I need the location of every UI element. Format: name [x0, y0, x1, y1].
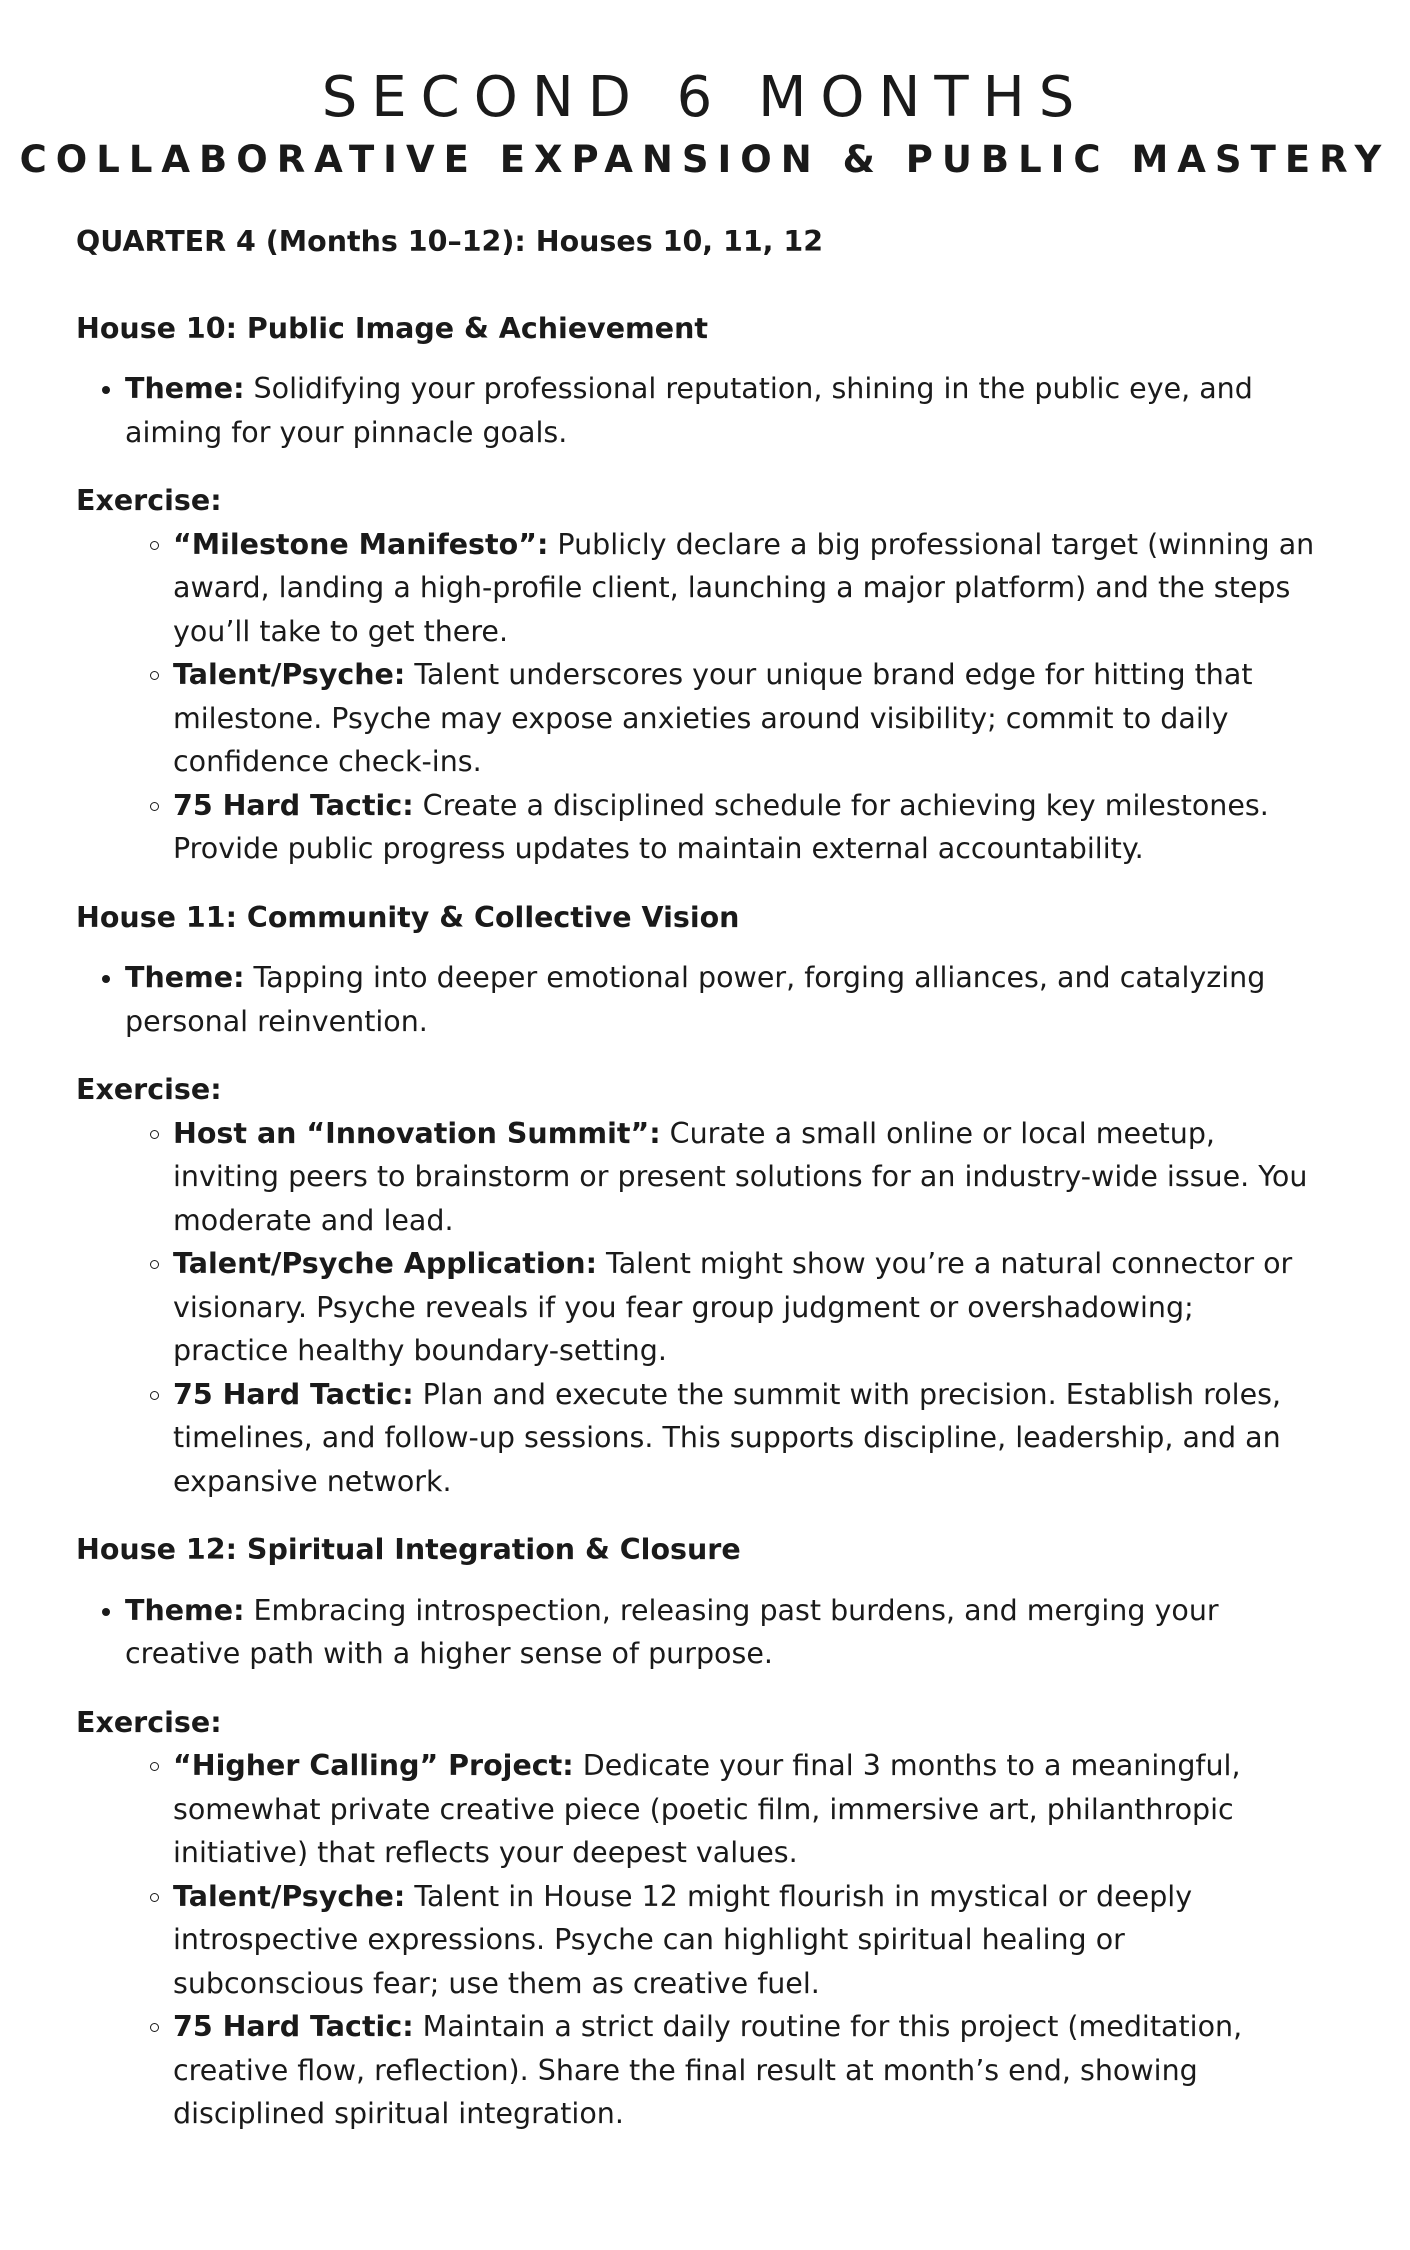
exercise-item-label: Talent/Psyche Application: [173, 1247, 597, 1280]
exercise-item [76, 1242, 1316, 1373]
exercise-item [76, 1112, 1316, 1243]
exercise-item [76, 653, 1316, 784]
theme-text: Embracing introspection, releasing past burdens, and merging your creative path with a higher sense of purpose. [125, 1593, 1219, 1670]
house-11-section [76, 896, 1316, 1504]
exercise-item-label: 75 Hard Tactic: [173, 788, 414, 822]
exercise-item [76, 1373, 1316, 1504]
theme-text: Solidifying your professional reputation, shining in the public eye, and aiming for your pinnacle goals. [125, 372, 1253, 449]
house-11-theme [76, 956, 1316, 1043]
exercise-item-label: “Higher Calling” Project: [173, 1749, 574, 1782]
quarter-heading: QUARTER 4 (Months 10–12): Houses 10, 11, 12 [76, 225, 824, 258]
house-10-exercise-list [76, 523, 1316, 871]
exercise-item [76, 523, 1316, 654]
exercise-item-text: Talent underscores your unique brand edge for hitting that milestone. Psyche may expose anxieties around visibility; commit to daily confidence check-ins. [173, 658, 1253, 778]
theme-label: Theme: [125, 961, 245, 994]
document-body [76, 220, 1316, 2136]
house-12-exercise-label: Exercise: [76, 1705, 222, 1739]
exercise-item-text: Create a disciplined schedule for achieving key milestones. Provide public progress updates to maintain external accountability. [173, 788, 1269, 865]
exercise-item-label: 75 Hard Tactic: [173, 1377, 414, 1411]
theme-label: Theme: [125, 1593, 245, 1627]
house-11-theme-list [76, 956, 1316, 1043]
exercise-item [76, 784, 1316, 871]
house-10-theme-list [76, 367, 1316, 454]
exercise-item-text: Curate a small online or local meetup, inviting peers to brainstorm or present solutions for an industry-wide issue. You moderate and lead. [173, 1116, 1308, 1237]
house-12-section [76, 1528, 1316, 2136]
exercise-item-text: Publicly declare a big professional target (winning an award, landing a high-profile client, launching a major platform) and the steps you’ll take to get there. [173, 527, 1315, 648]
house-12-theme [76, 1589, 1316, 1676]
page-title: SECOND 6 MONTHS [321, 65, 1089, 130]
house-12-theme-list [76, 1589, 1316, 1676]
exercise-item-text: Talent in House 12 might flourish in mystical or deeply introspective expressions. Psyche can highlight spiritual healing or subconscious fear; use them as creative fuel. [173, 1879, 1193, 2000]
exercise-item-label: Host an “Innovation Summit”: [173, 1116, 661, 1150]
theme-text: Tapping into deeper emotional power, forging alliances, and catalyzing personal reinvention. [125, 961, 1266, 1038]
house-10-exercise-label: Exercise: [76, 484, 222, 517]
exercise-item-label: Talent/Psyche: [173, 1879, 406, 1913]
house-11-title: House 11: Community & Collective Vision [76, 900, 740, 934]
house-10-section [76, 307, 1316, 871]
page-subtitle: COLLABORATIVE EXPANSION & PUBLIC MASTERY [19, 138, 1391, 181]
exercise-item-text: Dedicate your final 3 months to a meaningful, somewhat private creative piece (poetic film, immersive art, philanthropic initiative) that reflects your deepest values. [173, 1749, 1241, 1869]
exercise-item-label: “Milestone Manifesto”: [173, 527, 549, 561]
exercise-item-text: Maintain a strict daily routine for this project (meditation, creative flow, reflection). Share the final result at month’s end, showing disciplined spiritual integration. [173, 2010, 1243, 2130]
house-11-exercise-label: Exercise: [76, 1073, 222, 1106]
house-11-exercise-list [76, 1112, 1316, 1504]
house-12-title: House 12: Spiritual Integration & Closure [76, 1533, 741, 1566]
exercise-item [76, 1875, 1316, 2006]
house-12-exercise-list [76, 1744, 1316, 2136]
exercise-item-label: 75 Hard Tactic: [173, 2010, 414, 2043]
house-10-theme [76, 367, 1316, 454]
exercise-item [76, 2005, 1316, 2136]
house-10-title: House 10: Public Image & Achievement [76, 311, 708, 345]
exercise-item-text: Talent might show you’re a natural connector or visionary. Psyche reveals if you fear group judgment or overshadowing; practice healthy boundary-setting. [173, 1247, 1293, 1367]
exercise-item-text: Plan and execute the summit with precision. Establish roles, timelines, and follow-up sessions. This supports discipline, leadership, and an expansive network. [173, 1377, 1282, 1498]
theme-label: Theme: [125, 372, 245, 405]
exercise-item-label: Talent/Psyche: [173, 658, 406, 691]
exercise-item [76, 1744, 1316, 1875]
